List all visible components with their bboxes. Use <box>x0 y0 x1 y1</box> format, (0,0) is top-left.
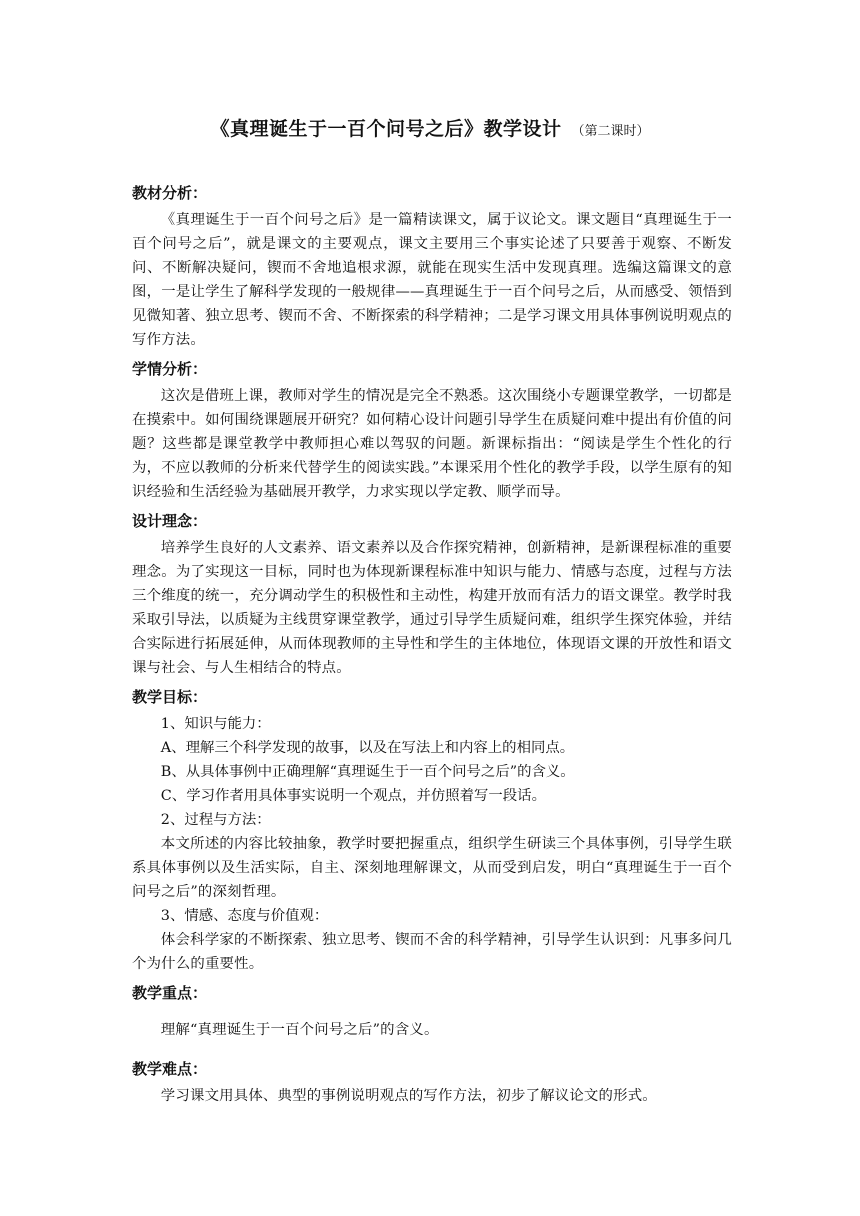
goal-1a: A、理解三个科学发现的故事，以及在写法上和内容上的相同点。 <box>160 740 575 756</box>
spacer <box>132 1008 732 1018</box>
heading-concept: 设计理念： <box>132 512 208 530</box>
title-text: 《真理诞生于一百个问号之后》教学设计 <box>210 118 562 140</box>
paragraph-analysis: 《真理诞生于一百个问号之后》是一篇精读课文，属于议论文。课文题目“真理诞生于一百个问号之后”，就是课文的主要观点，课文主要用三个事实论述了只要善于观察、不断发问、不断解决疑问，锲而不舍地追根求源，就能在现实生活中发现真理。选编这篇课文的意图，一是让学生了解科学发现的一般规律——真理诞生于一百个问号之后，从而感受、领悟到见微知著、独立思考、锲而不舍、不断探索的科学精神；二是学习课文用具体事例说明观点的写作方法。 <box>132 212 732 348</box>
goal-3-title: 3、情感、态度与价值观： <box>160 908 329 924</box>
goal-2-text: 本文所述的内容比较抽象，教学时要把握重点，组织学生研读三个具体事例，引导学生联系具体事例以及生活实际，自主、深刻地理解课文，从而受到启发，明白“真理诞生于一百个问号之后”的深刻哲理。 <box>132 836 732 900</box>
subtitle-text: （第二课时） <box>571 124 650 139</box>
heading-goals: 教学目标： <box>132 688 208 706</box>
goal-1b: B、从具体事例中正确理解“真理诞生于一百个问号之后”的含义。 <box>160 764 575 780</box>
paragraph-difficulty: 学习课文用具体、典型的事例说明观点的写作方法，初步了解议论文的形式。 <box>160 1088 657 1104</box>
goal-3-text: 体会科学家的不断探索、独立思考、锲而不舍的科学精神，引导学生认识到：凡事多问几个为什么的重要性。 <box>132 932 732 972</box>
goal-1c: C、学习作者用具体事实说明一个观点，并仿照着写一段话。 <box>160 788 546 804</box>
paragraph-concept: 培养学生良好的人文素养、语文素养以及合作探究精神，创新精神，是新课程标准的重要理念。为了实现这一目标，同时也为体现新课程标准中知识与能力、情感与态度，过程与方法三个维度的统一，充分调动学生的积极性和主动性，构建开放而有活力的语文课堂。教学时我采取引导法，以质疑为主线贯穿课堂教学，通过引导学生质疑问难，组织学生探究体验，并结合实际进行拓展延伸，从而体现教师的主导性和学生的主体地位，体现语文课的开放性和语文课与社会、与人生相结合的特点。 <box>132 540 732 676</box>
document-body <box>132 176 732 1108</box>
heading-students: 学情分析： <box>132 360 208 378</box>
spacer <box>132 1042 732 1052</box>
goal-1-title: 1、知识与能力： <box>160 716 271 732</box>
goal-2-title: 2、过程与方法： <box>160 812 271 828</box>
heading-analysis: 教材分析： <box>132 184 208 202</box>
paragraph-key-point: 理解“真理诞生于一百个问号之后”的含义。 <box>160 1022 439 1038</box>
heading-difficulty: 教学难点： <box>132 1060 208 1078</box>
paragraph-students: 这次是借班上课，教师对学生的情况是完全不熟悉。这次围绕小专题课堂教学，一切都是在摸索中。如何围绕课题展开研究？如何精心设计问题引导学生在质疑问难中提出有价值的问题？这些都是课堂教学中教师担心难以驾驭的问题。新课标指出：“阅读是学生个性化的行为，不应以教师的分析来代替学生的阅读实践。”本课采用个性化的教学手段，以学生原有的知识经验和生活经验为基础展开教学，力求实现以学定教、顺学而导。 <box>132 388 732 500</box>
heading-key-point: 教学重点： <box>132 984 208 1002</box>
document-title <box>0 114 860 141</box>
